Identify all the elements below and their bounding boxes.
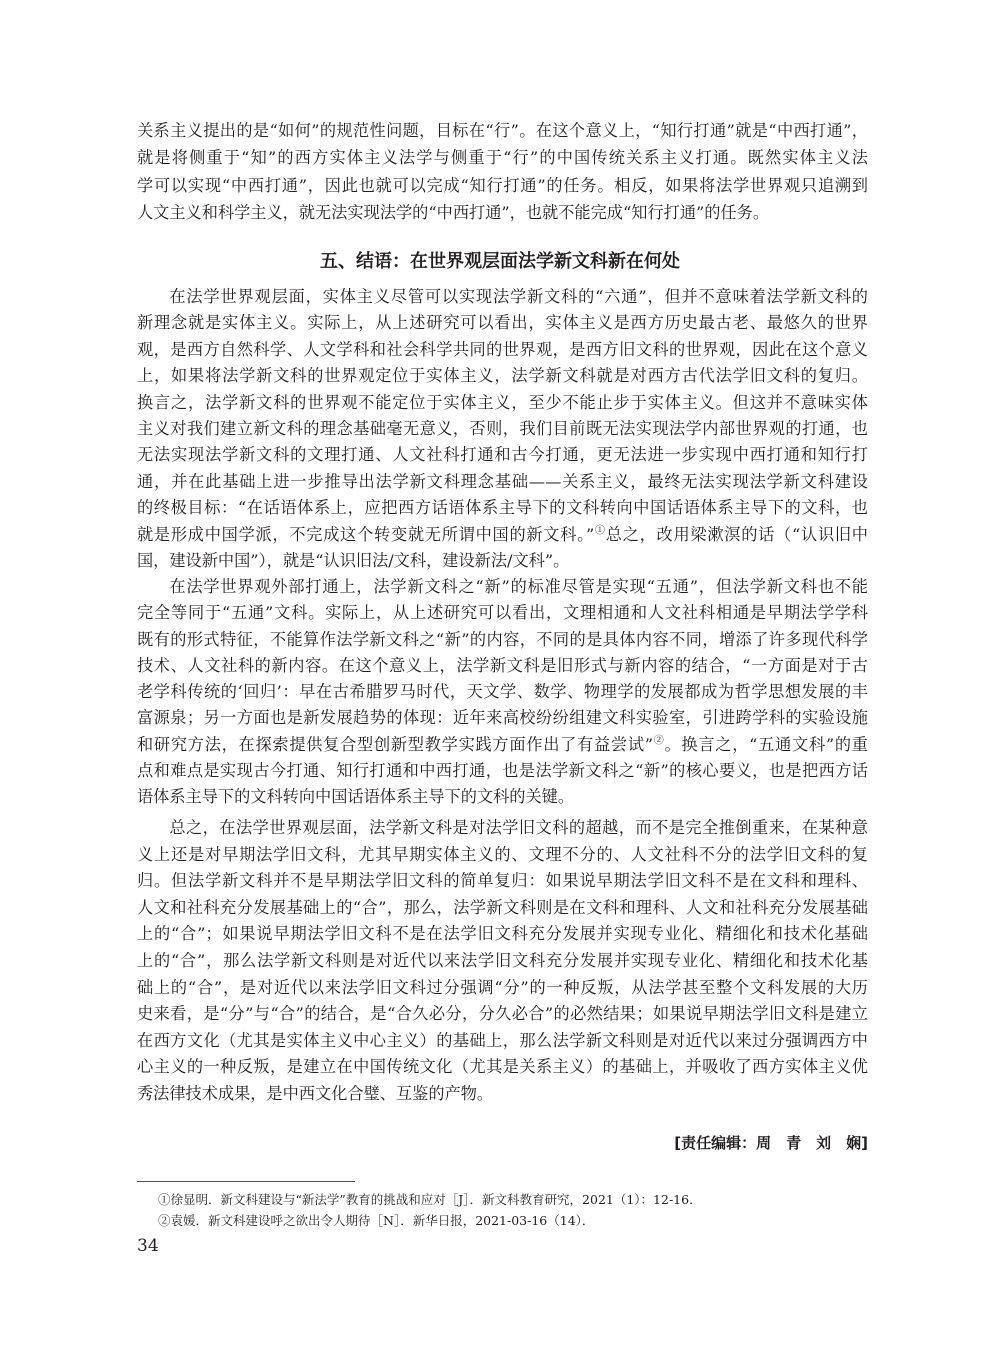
footnote-ref: ② — [653, 735, 665, 747]
responsible-editor: [责任编辑：周 青 刘 娴] — [674, 1134, 868, 1152]
body-text-line: 人文主义和科学主义，就无法实现法学的“中西打通”，也就不能完成“知行打通”的任务。 — [137, 203, 770, 222]
paragraph — [137, 284, 868, 574]
body-text-line: 换言之，法学新文科的世界观不能定位于实体主义，至少不能止步于实体主义。但这并不意味实体 — [137, 392, 868, 412]
body-text-line: 在西方文化（尤其是实体主义中心主义）的基础上，那么法学新文科则是对近代以来过分强调西方中 — [137, 1030, 868, 1050]
paragraph — [137, 815, 868, 1108]
footnote-separator — [137, 1181, 355, 1182]
body-text-line: 人文和社科充分发展基础上的“合”，那么，法学新文科则是在文科和理科、人文和社科充分发展基础 — [137, 897, 868, 917]
body-text-line: 新理念就是实体主义。实际上，从上述研究可以看出，实体主义是西方历史最古老、最悠久的世界 — [137, 313, 868, 333]
footnote-ref: ① — [594, 525, 606, 537]
body-text-line: 既有的形式特征，不能算作法学新文科之“新”的内容，不同的是具体内容不同，增添了许多现代科学 — [137, 629, 868, 649]
section-heading: 五、结语：在世界观层面法学新文科新在何处 — [320, 251, 680, 272]
body-text-line: 秀法律技术成果，是中西文化合璧、互鉴的产物。 — [137, 1083, 494, 1103]
body-text-line: 通，并在此基础上进一步推导出法学新文科理念基础——关系主义，最终无法实现法学新文科建设 — [137, 471, 868, 491]
body-text-line: 富源泉；另一方面也是新发展趋势的体现：近年来高校纷纷组建文科实验室，引进跨学科的实验设施 — [137, 708, 868, 728]
body-text-line: 上的“合”；如果说早期法学旧文科不是在法学旧文科充分发展并实现专业化、精细化和技术化基础 — [137, 924, 868, 944]
paragraph — [137, 574, 868, 810]
paragraph-intro — [137, 117, 868, 227]
body-text-line: 关系主义提出的是“如何”的规范性问题，目标在“行”。在这个意义上，“知行打通”就是“中西打通”， — [137, 120, 868, 140]
body-text-line: 无法实现法学新文科的文理打通、人文社科打通和古今打通，更无法进一步实现中西打通和知行打 — [137, 445, 868, 465]
body-text-line: 总之，在法学世界观层面，法学新文科是对法学旧文科的超越，而不是完全推倒重来，在某种意 — [169, 818, 868, 837]
body-text-line: 史来看，是“分”与“合”的结合，是“合久必分，分久必合”的必然结果；如果说早期法学旧文科是建立 — [137, 1004, 868, 1024]
body-text-line: 义上还是对早期法学旧文科，尤其早期实体主义的、文理不分的、人文社科不分的法学旧文科的复 — [137, 844, 868, 864]
body-text-line: 主义对我们建立新文科的理念基础毫无意义，否则，我们目前既无法实现法学内部世界观的打通，也 — [137, 419, 868, 439]
footnote: ①徐显明．新文科建设与“新法学”教育的挑战和应对［J］．新文科教育研究，2021（1）：12-16． — [158, 1191, 702, 1207]
body-text-line: 语体系主导下的文科转向中国话语体系主导下的文科的关键。 — [137, 787, 575, 806]
body-text-line: 上的“合”，那么法学新文科则是对近代以来法学旧文科充分发展并实现专业化、精细化和技术化基 — [137, 950, 868, 970]
text-segment: 就是形成中国学派，不完成这个转变就无所谓中国的新文科。” — [137, 524, 595, 544]
footnote: ②袁媛．新文科建设呼之欲出令人期待［N］．新华日报，2021-03-16（14）． — [158, 1212, 595, 1228]
body-text-line: 心主义的一种反叛，是建立在中国传统文化（尤其是关系主义）的基础上，并吸收了西方实体主义优 — [137, 1057, 868, 1077]
body-text-line: 在法学世界观层面，实体主义尽管可以实现法学新文科的“六通”，但并不意味着法学新文科的 — [169, 287, 868, 306]
body-text-line: 归。但法学新文科并不是早期法学旧文科的简单复归：如果说早期法学旧文科不是在文科和理科、 — [137, 871, 868, 891]
body-text-line — [137, 522, 868, 548]
body-text-line: 完全等同于“五通”文科。实际上，从上述研究可以看出，文理相通和人文社科相通是早期法学学科 — [137, 603, 868, 623]
body-text-line: 就是将侧重于“知”的西方实体主义法学与侧重于“行”的中国传统关系主义打通。既然实体主义法 — [137, 148, 868, 167]
body-text-line: 老学科传统的‘回归’：早在古希腊罗马时代，天文学、数学、物理学的发展都成为哲学思想发展的丰 — [137, 682, 868, 701]
footnotes — [158, 1189, 858, 1231]
text-segment: 和研究方法，在探索提供复合型创新型教学实践方面作出了有益尝试” — [137, 734, 654, 754]
body-text-line: 技术、人文社科的新内容。在这个意义上，法学新文科是旧形式与新内容的结合，“一方面是对于古 — [137, 655, 868, 675]
page-number: 34 — [137, 1236, 159, 1256]
body-text-line: 学可以实现“中西打通”，因此也就可以完成“知行打通”的任务。相反，如果将法学世界观只追溯到 — [137, 175, 868, 195]
body-text-line: 础上的“合”，是对近代以来法学旧文科过分强调“分”的一种反叛，从法学甚至整个文科发展的大历 — [137, 977, 868, 997]
text-segment: 。换言之，“五通文科”的重 — [664, 734, 868, 754]
body-text-line — [137, 732, 868, 758]
body-text-line: 观，是西方自然科学、人文学科和社会科学共同的世界观，是西方旧文科的世界观，因此在这个意义 — [137, 339, 868, 359]
body-text-line: 点和难点是实现古今打通、知行打通和中西打通，也是法学新文科之“新”的核心要义，也是把西方话 — [137, 760, 868, 780]
body-text-line: 上，如果将法学新文科的世界观定位于实体主义，法学新文科就是对西方古代法学旧文科的复归。 — [137, 366, 868, 386]
body-text-line: 的终极目标：“在话语体系上，应把西方话语体系主导下的文科转向中国话语体系主导下的文科，也 — [137, 498, 868, 518]
body-text-line: 国，建设新中国”），就是“认识旧法/文科，建设新法/文科”。 — [137, 551, 570, 571]
body-text-line: 在法学世界观外部打通上，法学新文科之“新”的标准尽管是实现“五通”，但法学新文科也不能 — [169, 577, 868, 596]
text-segment: 总之，改用梁漱溟的话（“认识旧中 — [605, 524, 868, 544]
